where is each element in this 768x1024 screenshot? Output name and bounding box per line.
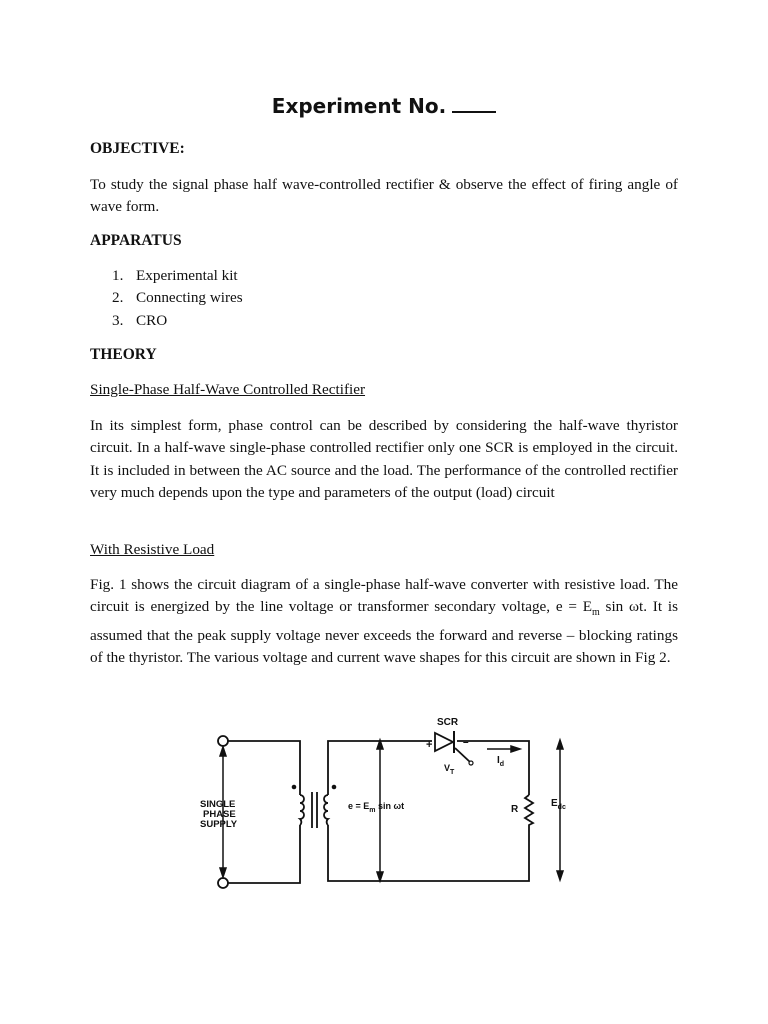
primary-bottom-wire (228, 825, 300, 883)
apparatus-list (112, 265, 243, 332)
objective-heading: OBJECTIVE: (90, 140, 185, 157)
objective-text: To study the signal phase half wave-controlled rectifier & observe the effect of firing angle of wave form. (90, 176, 678, 216)
scr-minus-sign: – (463, 737, 469, 748)
resistor-r (525, 795, 533, 828)
theory-heading: THEORY (90, 346, 157, 363)
list-item: 2. Connecting wires (112, 289, 243, 307)
title-blank (452, 97, 496, 113)
primary-coil (300, 795, 304, 825)
title-text: Experiment No. (271, 94, 447, 118)
equation: $e = E_m$ sin ωt. (555, 598, 648, 619)
secondary-coil (324, 795, 328, 825)
scr-gate-lead (455, 748, 470, 762)
edc-arrow-down (557, 871, 563, 880)
list-item: 3. CRO (112, 311, 168, 329)
edc-arrow-up (557, 740, 563, 749)
r-label: R (511, 804, 519, 815)
supply-terminal-bottom (218, 878, 228, 888)
apparatus-heading: APPARATUS (90, 232, 182, 249)
edc-label: $E_{dc}$ (551, 798, 566, 811)
emf-arrow-down (377, 872, 383, 881)
supply-arrow-up (220, 747, 226, 756)
scr-symbol (435, 733, 453, 751)
supply-label-line2: PHASE (203, 809, 236, 820)
resistive-text: Fig. 1 shows the circuit diagram of a single-phase half-wave converter with resistive load. The circuit is energized by the line voltage or transformer secondary voltage, $e = E_m$ sin ωt. It is assumed that the peak supply voltage never exceeds the forward and reverse – blocking ratings of the thyristor. The various voltage and current wave shapes for this circuit are shown in Fig 2. (90, 576, 678, 666)
scr-plus-sign: + (426, 739, 433, 751)
theory-subheading: Single-Phase Half-Wave Controlled Rectifier (90, 381, 366, 398)
emf-label: $e = E_m$ sin ωt (348, 801, 405, 814)
supply-label-line3: SUPPLY (200, 819, 238, 830)
dot-primary (292, 785, 297, 790)
supply-arrow-down (220, 868, 226, 877)
id-arrow-head (511, 746, 520, 752)
resistive-subheading: With Resistive Load (90, 541, 215, 558)
list-item: 1. Experimental kit (112, 267, 238, 284)
scr-gate-terminal (469, 761, 473, 765)
theory-text: In its simplest form, phase control can be described by considering the half-wave thyristor circuit. In a half-wave single-phase controlled rectifier only one SCR is employed in the circuit. It is included in between the AC source and the load. The performance of the controlled rectifier very much depends upon the type and parameters of the output (load) circuit (90, 417, 678, 501)
secondary-bottom-wire (328, 825, 529, 881)
primary-top-wire (228, 741, 300, 795)
supply-label-line1: SINGLE (200, 799, 236, 810)
scr-label: SCR (437, 717, 459, 728)
circuit-diagram (180, 700, 590, 905)
id-label: $I_d$ (497, 755, 505, 768)
vt-label: $V_T$ (444, 763, 455, 776)
dot-secondary (332, 785, 337, 790)
page-title (0, 94, 768, 118)
supply-terminal-top (218, 736, 228, 746)
